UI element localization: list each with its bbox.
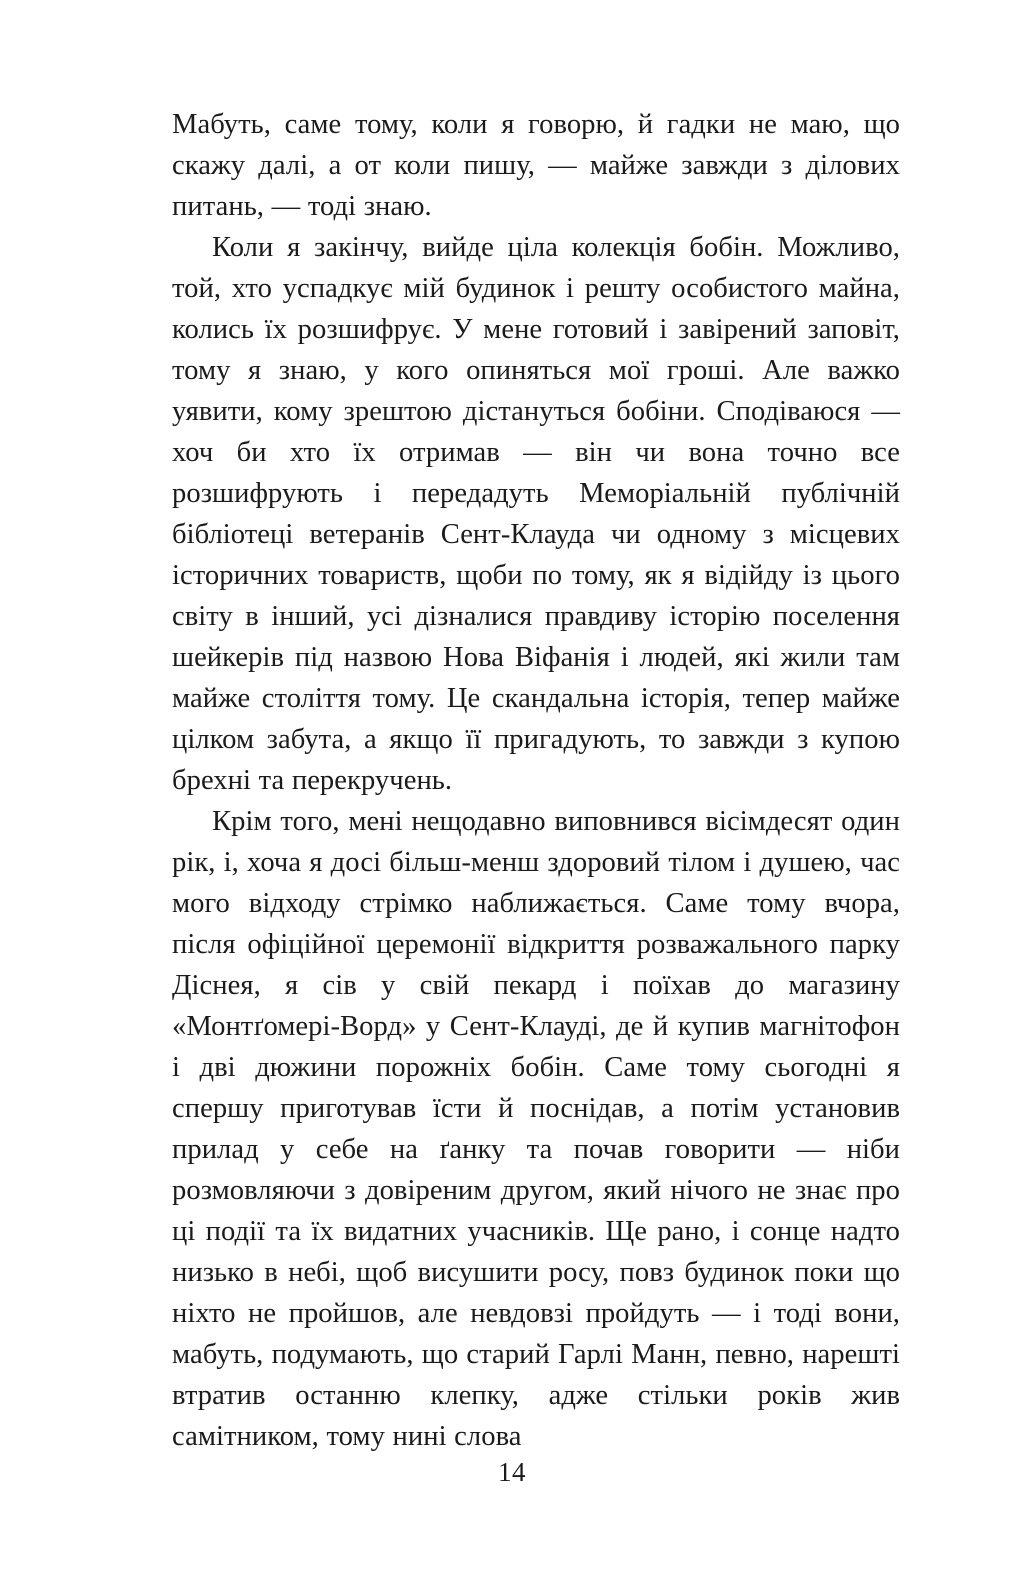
page-text-block xyxy=(172,104,900,1457)
paragraph: Коли я закінчу, вийде ціла колекція бобін. Можливо, той, хто успадкує мій будинок і решту особистого майна, колись їх розшифрує. У мене готовий і завірений заповіт, тому я знаю, у кого опиняться мої гроші. Але важко уявити, кому зрештою дістануться бобіни. Сподіваюся — хоч би хто їх отримав — він чи вона точно все розшифрують і передадуть Меморіальній публічній бібліотеці ветеранів Сент-Клауда чи одному з місцевих історичних товариств, щоби по тому, як я відійду із цього світу в інший, усі дізналися правдиву історію поселення шейкерів під назвою Нова Віфанія і людей, які жили там майже століття тому. Це скандальна історія, тепер майже цілком забута, а якщо її пригадують, то завжди з купою брехні та перекручень. xyxy=(172,232,900,796)
paragraph: Мабуть, саме тому, коли я говорю, й гадки не маю, що скажу далі, а от коли пишу, — майже завжди з ділових питань, — тоді знаю. xyxy=(172,109,900,222)
paragraph: Крім того, мені нещодавно виповнився вісімдесят один рік, і, хоча я досі більш-менш здоровий тілом і душею, час мого відходу стрімко наближається. Саме тому вчора, після офіційної церемонії відкриття розважального парку Діснея, я сів у свій пекард і поїхав до магазину «Монтґомері-Ворд» у Сент-Клауді, де й купив магнітофон і дві дюжини порожніх бобін. Саме тому сьогодні я спершу приготував їсти й поснідав, а потім установив прилад у себе на ґанку та почав говорити — ніби розмовляючи з довіреним другом, який нічого не знає про ці події та їх видатних учасників. Ще рано, і сонце надто низько в небі, щоб висушити росу, повз будинок поки що ніхто не пройшов, але невдовзі пройдуть — і тоді вони, мабуть, подумають, що старий Гарлі Манн, певно, нарешті втратив останню клепку, адже стільки років жив самітником, тому нині слова xyxy=(172,806,900,1452)
page-number: 14 xyxy=(498,1457,526,1487)
